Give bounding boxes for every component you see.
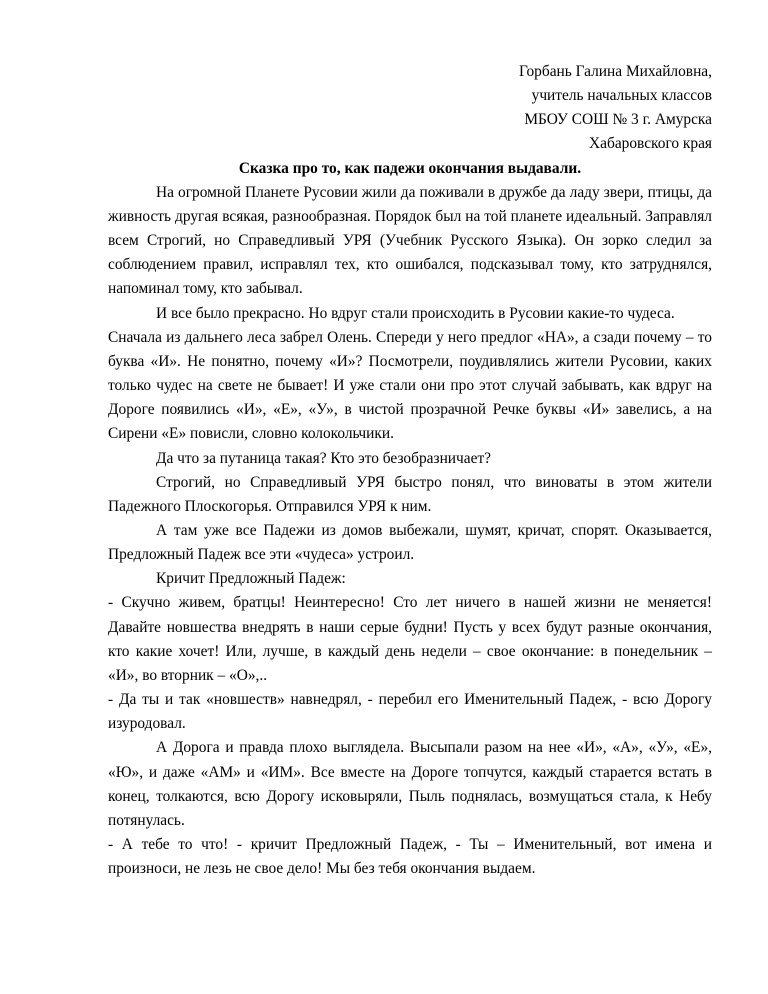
paragraph-2: И все было прекрасно. Но вдруг стали происходить в Русовии какие-то чудеса. xyxy=(156,304,675,322)
paragraph-11: - А тебе то что! - кричит Предложный Падеж, - Ты – Именительный, вот имена и произноси, не лезь не свое дело! Мы без тебя окончания выдаем. xyxy=(108,836,712,878)
author-position: учитель начальных классов xyxy=(531,87,712,105)
author-school: МБОУ СОШ № 3 г. Амурска xyxy=(524,111,712,129)
paragraph-5: Строгий, но Справедливый УРЯ быстро понял, что виноваты в этом жители Падежного Плоскогорья. Отправился УРЯ к ним. xyxy=(108,473,712,515)
story-title: Сказка про то, как падежи окончания выдавали. xyxy=(238,159,582,177)
author-block xyxy=(108,60,712,157)
paragraph-3: Сначала из дальнего леса забрел Олень. Спереди у него предлог «НА», а сзади почему – то буква «И». Не понятно, почему «И»? Посмотрели, поудивлялись жители Русовии, каких только чудес на свете не бывает! И уже стали они про этот случай забывать, как вдруг на Дороге появились «И», «Е», «У», в чистой прозрачной Речке буквы «И» завелись, а на Сирени «Е» повисли, словно колокольчики. xyxy=(108,328,712,443)
paragraph-4: Да что за путаница такая? Кто это безобразничает? xyxy=(156,449,492,467)
author-name: Горбань Галина Михайловна, xyxy=(518,63,712,80)
paragraph-6: А там уже все Падежи из домов выбежали, шумят, кричат, спорят. Оказывается, Предложный Падеж все эти «чудеса» устроил. xyxy=(108,521,712,564)
document-page xyxy=(108,60,712,881)
paragraph-10: А Дорога и правда плохо выглядела. Высыпали разом на нее «И», «А», «У», «Е», «Ю», и даже «АМ» и «ИМ». Все вместе на Дороге топчутся, каждый старается встать в конец, толкаются, всю Дорогу исковыряли, Пыль поднялась, возмущаться стала, к Небу потянулась. xyxy=(108,739,712,829)
paragraph-9: - Да ты и так «новшеств» навнедрял, - перебил его Именительный Падеж, - всю Дорогу изуродовал. xyxy=(108,691,712,733)
author-region: Хабаровского края xyxy=(589,135,712,153)
paragraph-7: Кричит Предложный Падеж: xyxy=(156,570,346,588)
paragraph-8: - Скучно живем, братцы! Неинтересно! Сто лет ничего в нашей жизни не меняется! Давайте новшества внедрять в наши серые будни! Пусть у всех будут разные окончания, кто какие хочет! Или, лучше, в каждый день недели – свое окончание: в понедельник – «И», во вторник – «О»,.. xyxy=(108,594,712,684)
paragraph-1: На огромной Планете Русовии жили да поживали в дружбе да ладу звери, птицы, да живность другая всякая, разнообразная. Порядок был на той планете идеальный. Заправлял всем Строгий, но Справедливый УРЯ (Учебник Русского Языка). Он зорко следил за соблюдением правил, исправлял тех, кто ошибался, подсказывал тому, кто затруднялся, напоминал тому, кто забывал. xyxy=(108,183,712,298)
